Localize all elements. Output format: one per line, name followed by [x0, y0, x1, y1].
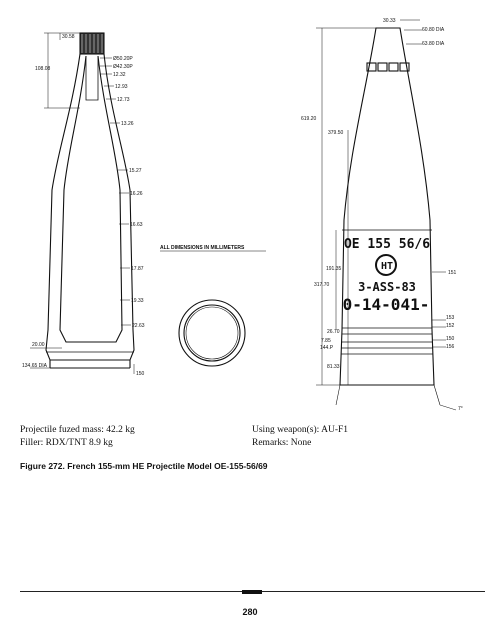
dim-label: Ø50.20P	[113, 56, 133, 62]
dim-label: 20.00	[32, 342, 45, 348]
dim-label: 619.20	[301, 116, 317, 122]
dim-label: 152	[446, 323, 455, 329]
fuzed-mass: Projectile fuzed mass: 42.2 kg	[20, 425, 135, 435]
dim-label: 13.26	[121, 121, 134, 127]
dim-label: 7°	[458, 406, 463, 412]
page-number: 280	[242, 607, 258, 617]
dim-label: 17.87	[131, 266, 144, 272]
dim-label: 12.32	[113, 72, 126, 78]
dim-label: 150	[136, 371, 145, 377]
dim-label: 153	[446, 315, 455, 321]
dim-label: 63.80 DIA	[422, 41, 445, 47]
remarks: Remarks: None	[252, 438, 312, 448]
dim-label: 60.80 DIA	[422, 27, 445, 33]
dim-label: 30.58	[62, 34, 75, 40]
dim-label: 81.33	[327, 364, 340, 370]
dim-label: Ø42.30P	[113, 64, 133, 70]
dim-label: 30.33	[383, 18, 396, 24]
dim-label: 191.35	[326, 266, 342, 272]
dim-label: 26.70	[327, 329, 340, 335]
using-weapons: Using weapon(s): AU-F1	[252, 425, 349, 435]
marking-date: 0-14-041-	[342, 295, 430, 314]
marking-logo: HT	[380, 261, 394, 272]
dim-label: 12.73	[117, 97, 130, 103]
dim-label: 19.33	[131, 298, 144, 304]
filler: Filler: RDX/TNT 8.9 kg	[20, 438, 113, 448]
dim-label: 156	[446, 344, 455, 350]
figure-caption: Figure 272. French 155-mm HE Projectile Model OE-155-56/69	[20, 461, 268, 471]
shell-markings	[343, 237, 431, 314]
marking-model: OE 155 56/6	[343, 237, 431, 252]
dim-label: 134.65 DIA	[22, 363, 48, 369]
specs-right	[252, 424, 348, 450]
dim-label: 16.26	[130, 191, 143, 197]
dim-label: 379.50	[328, 130, 344, 136]
ring-section-view	[179, 300, 245, 366]
dim-label: 7.85	[321, 338, 331, 344]
dim-label: 317.70	[314, 282, 330, 288]
dim-label: 150	[446, 336, 455, 342]
dimensions-note: ALL DIMENSIONS IN MILLIMETERS	[160, 245, 245, 251]
dim-label: 151	[448, 270, 457, 276]
dim-label: 12.93	[115, 84, 128, 90]
dim-label: 16.63	[130, 222, 143, 228]
specs-left	[20, 424, 135, 450]
dim-label: 108.08	[35, 66, 51, 72]
external-profile-view	[316, 20, 456, 410]
dim-label: 15.27	[129, 168, 142, 174]
dim-label: 22.63	[132, 323, 145, 329]
marking-lot: 3-ASS-83	[358, 280, 416, 294]
dim-label: 144.P	[320, 345, 334, 351]
footer-tab	[242, 590, 262, 594]
